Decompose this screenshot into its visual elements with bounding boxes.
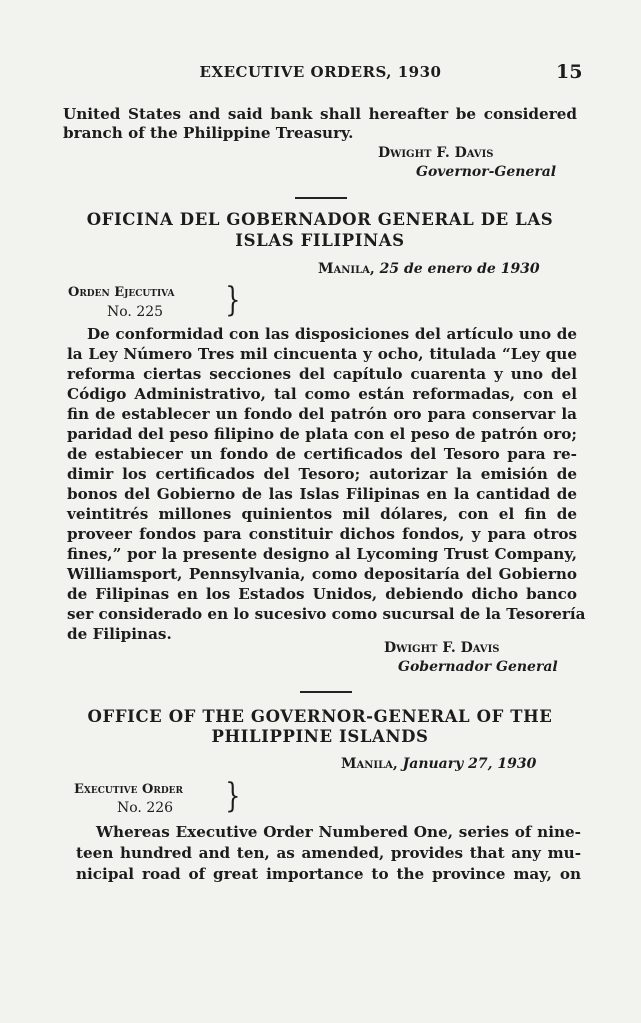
body-line: la Ley Número Tres mil cincuenta y ocho, titulada “Ley que	[67, 345, 577, 363]
order-label: Orden Ejecutiva	[68, 285, 175, 300]
body-line: reforma ciertas secciones del capítulo cuarenta y uno del	[67, 365, 577, 383]
section-heading-line-2: ISLAS FILIPINAS	[235, 231, 405, 250]
running-header: EXECUTIVE ORDERS, 1930	[199, 63, 442, 81]
section-divider	[295, 197, 347, 199]
page-number: 15	[556, 61, 583, 83]
body-line: teen hundred and ten, as amended, provides that any mu-	[76, 844, 581, 862]
section-divider	[300, 691, 352, 693]
section-heading: OFFICE OF THE GOVERNOR-GENERAL OF THE	[87, 707, 553, 726]
body-line: de estabiecer un fondo de certificados del Tesoro para re-	[67, 445, 577, 463]
body-line: ser considerado en lo sucesivo como sucursal de la Tesorería	[67, 605, 586, 623]
order-date: 25 de enero de 1930	[379, 261, 540, 277]
place-date	[318, 261, 540, 277]
section-heading-line-2: PHILIPPINE ISLANDS	[211, 727, 429, 746]
section-heading: OFICINA DEL GOBERNADOR GENERAL DE LAS	[86, 210, 554, 229]
place-name: Manila,	[341, 756, 398, 772]
body-line: de Filipinas en los Estados Unidos, debiendo dicho banco	[67, 585, 577, 603]
body-line: De conformidad con las disposiciones del artículo uno de	[87, 325, 577, 343]
order-label: Executive Order	[74, 782, 183, 797]
order-date: January 27, 1930	[402, 756, 537, 772]
body-line: Williamsport, Pennsylvania, como depositaría del Gobierno	[67, 565, 577, 583]
signature-title: Governor-General	[416, 164, 557, 180]
body-line: bonos del Gobierno de las Islas Filipinas en la cantidad de	[67, 485, 577, 503]
body-line: fines,” por la presente designo al Lycoming Trust Company,	[67, 545, 577, 563]
signature-name: Dwight F. Davis	[378, 145, 494, 161]
place-name: Manila,	[318, 261, 375, 277]
body-line: Whereas Executive Order Numbered One, series of nine-	[96, 823, 581, 841]
body-line: de Filipinas.	[67, 625, 172, 643]
body-line: dimir los certificados del Tesoro; autorizar la emisión de	[67, 465, 577, 483]
signature-name: Dwight F. Davis	[384, 640, 500, 656]
body-line: Código Administrativo, tal como están reformadas, con el	[67, 385, 577, 403]
body-line: fin de establecer un fondo del patrón oro para conservar la	[67, 405, 577, 423]
place-date	[341, 756, 536, 772]
body-line: paridad del peso filipino de plata con el peso de patrón oro;	[67, 425, 577, 443]
body-line: nicipal road of great importance to the province may, on	[76, 865, 581, 883]
order-number: No. 225	[107, 304, 164, 320]
brace-glyph: }	[225, 776, 241, 816]
continuation-line-2: branch of the Philippine Treasury.	[63, 124, 354, 142]
signature-title: Gobernador General	[398, 659, 558, 675]
body-line: veintitrés millones quinientos mil dólares, con el fin de	[67, 505, 577, 523]
body-line: proveer fondos para constituir dichos fondos, y para otros	[67, 525, 577, 543]
continuation-line-1: United States and said bank shall hereafter be considered	[63, 105, 577, 123]
order-number: No. 226	[117, 800, 174, 816]
brace-glyph: }	[225, 280, 241, 320]
